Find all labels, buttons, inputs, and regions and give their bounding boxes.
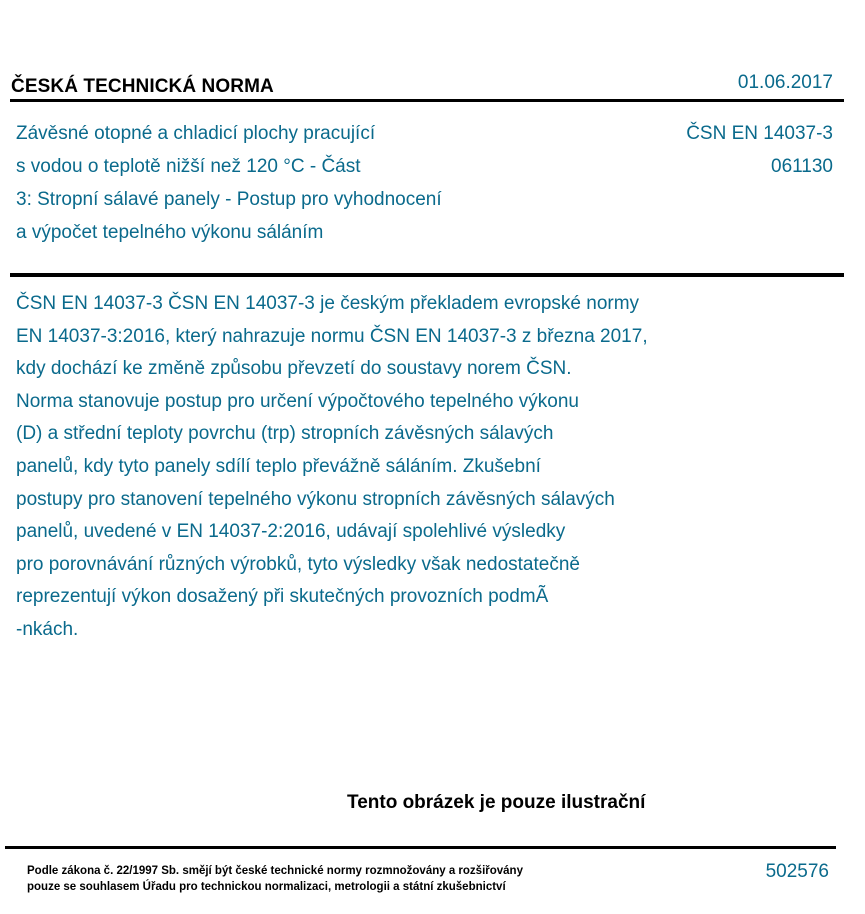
document-number: 502576 <box>765 861 829 882</box>
standard-title-line: s vodou o teplotě nižší než 120 °C - Část <box>16 156 361 177</box>
document-type-heading: ČESKÁ TECHNICKÁ NORMA <box>11 76 274 97</box>
standard-title-line: 3: Stropní sálavé panely - Postup pro vyhodnocení <box>16 189 442 210</box>
legal-notice-line: Podle zákona č. 22/1997 Sb. smějí být české technické normy rozmnožovány a rozšiřovány <box>27 865 523 877</box>
standard-title-line: Závěsné otopné a chladicí plochy pracující <box>16 123 376 144</box>
abstract-line: panelů, uvedené v EN 14037-2:2016, udávají spolehlivé výsledky <box>16 521 566 543</box>
abstract-line: panelů, kdy tyto panely sdílí teplo převážně sáláním. Zkušební <box>16 455 541 477</box>
standard-title <box>16 117 516 249</box>
title-divider <box>10 273 844 277</box>
classification-code: 061130 <box>771 156 833 177</box>
issue-date: 01.06.2017 <box>737 72 833 93</box>
abstract-line: EN 14037-3:2016, který nahrazuje normu ČSN EN 14037-3 z března 2017, <box>16 325 648 347</box>
footer-divider <box>5 846 836 849</box>
header-divider <box>10 99 844 102</box>
standard-designation: ČSN EN 14037-3 <box>686 123 833 144</box>
standard-title-line: a výpočet tepelného výkonu sáláním <box>16 222 324 243</box>
abstract-text <box>16 288 756 647</box>
abstract-line: pro porovnávání různých výrobků, tyto výsledky však nedostatečně <box>16 553 580 575</box>
abstract-line: kdy dochází ke změně způsobu převzetí do soustavy norem ČSN. <box>16 358 572 380</box>
legal-notice-line: pouze se souhlasem Úřadu pro technickou normalizaci, metrologii a státní zkušebnictví <box>27 881 506 893</box>
abstract-line: ČSN EN 14037-3 ČSN EN 14037-3 je českým překladem evropské normy <box>16 293 640 314</box>
abstract-line: postupy pro stanovení tepelného výkonu stropních závěsných sálavých <box>16 488 615 510</box>
illustration-notice: Tento obrázek je pouze ilustrační <box>347 792 646 813</box>
abstract-line: -nkách. <box>16 618 79 640</box>
legal-notice <box>27 863 523 895</box>
abstract-line: reprezentují výkon dosažený při skutečných provozních podmÃ <box>16 586 549 608</box>
abstract-line: Norma stanovuje postup pro určení výpočtového tepelného výkonu <box>16 390 579 412</box>
abstract-line: (D) a střední teploty povrchu (trp) stropních závěsných sálavých <box>16 423 554 445</box>
standard-identifiers <box>686 117 833 183</box>
